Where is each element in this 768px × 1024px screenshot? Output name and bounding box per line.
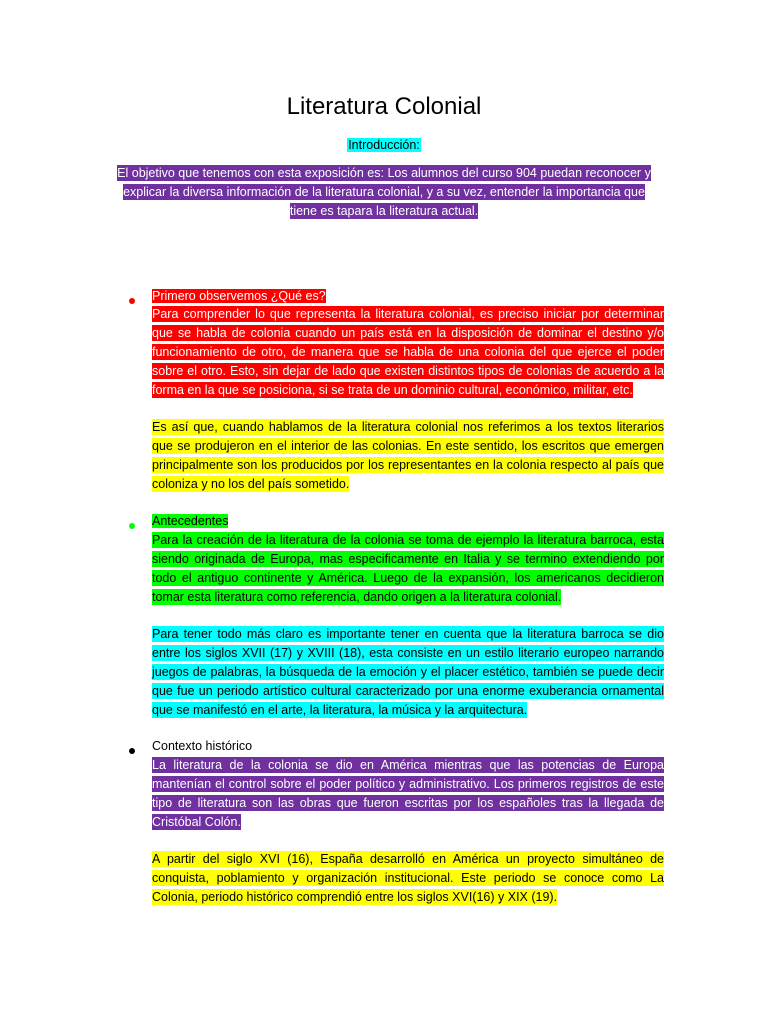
intro-heading-text: Introducción: [348,138,420,152]
paragraph-text: Para comprender lo que representa la literatura colonial, es preciso iniciar por determinar que se habla de colonia cuando un país está en la disposición de dominar el destino y/o funcionamiento de otro, de manera que se habla de una colonia del que ejerce el poder sobre el otro. Esto, sin dejar de lado que existen distintos tipos de colonias de acuerdo a la forma en la que se posiciona, si se trata de un dominio cultural, económico, militar, etc. [152,307,664,397]
bullet-icon [129,298,135,304]
section-heading-text: Primero observemos ¿Qué es? [152,289,326,303]
objective-paragraph [112,164,656,221]
section-heading [152,738,252,755]
paragraph [152,756,664,832]
paragraph [152,531,664,607]
bullet-icon [129,748,135,754]
page-title: Literatura Colonial [286,93,482,120]
paragraph-text: Para tener todo más claro es importante tener en cuenta que la literatura barroca se dio entre los siglos XVII (17) y XVIII (18), esta consiste en un estilo literario europeo narrando juegos de palabras, la búsqueda de la emoción y el placer estético, también se puede decir que fue un periodo artístico cultural caracterizado por una enorme exuberancia ornamental que se manifestó en el arte, la literatura, la música y la arquitectura. [152,627,664,717]
paragraph [152,418,664,494]
objective-text: El objetivo que tenemos con esta exposición es: Los alumnos del curso 904 puedan reconocer y explicar la diversa información de la literatura colonial, y a su vez, entender la importancia que tiene es tapara la literatura actual. [117,166,651,218]
bullet-icon [129,523,135,529]
section-heading-text: Antecedentes [152,514,229,528]
paragraph-text: Para la creación de la literatura de la colonia se toma de ejemplo la literatura barroca, esta siendo originada de Europa, mas especificamente en Italia y se termino extendiendo por todo el antiguo continente y América. Luego de la expansión, los americanos decidieron tomar esta literatura como referencia, dando origen a la literatura colonial. [152,533,664,604]
paragraph-text: Es así que, cuando hablamos de la literatura colonial nos referimos a los textos literarios que se produjeron en el interior de las colonias. En este sentido, los escritos que emergen principalmente son los producidos por los representantes en la colonia respecto al país que coloniza y no los del país sometido. [152,420,664,491]
intro-heading [0,137,768,154]
paragraph [152,305,664,400]
section-heading-text: Contexto histórico [152,739,253,753]
paragraph [152,850,664,907]
paragraph-text: La literatura de la colonia se dio en América mientras que las potencias de Europa mantenían el control sobre el poder político y administrativo. Los primeros registros de este tipo de literatura son las obras que fueron escritas por los españoles tras la llegada de Cristóbal Colón. [152,758,664,829]
section-heading [152,513,228,530]
paragraph [152,625,664,720]
paragraph-text: A partir del siglo XVI (16), España desarrolló en América un proyecto simultáneo de conquista, poblamiento y organización institucional. Este periodo se conoce como La Colonia, periodo histórico comprendió entre los siglos XVI(16) y XIX (19). [152,852,664,904]
section-heading [152,288,326,305]
